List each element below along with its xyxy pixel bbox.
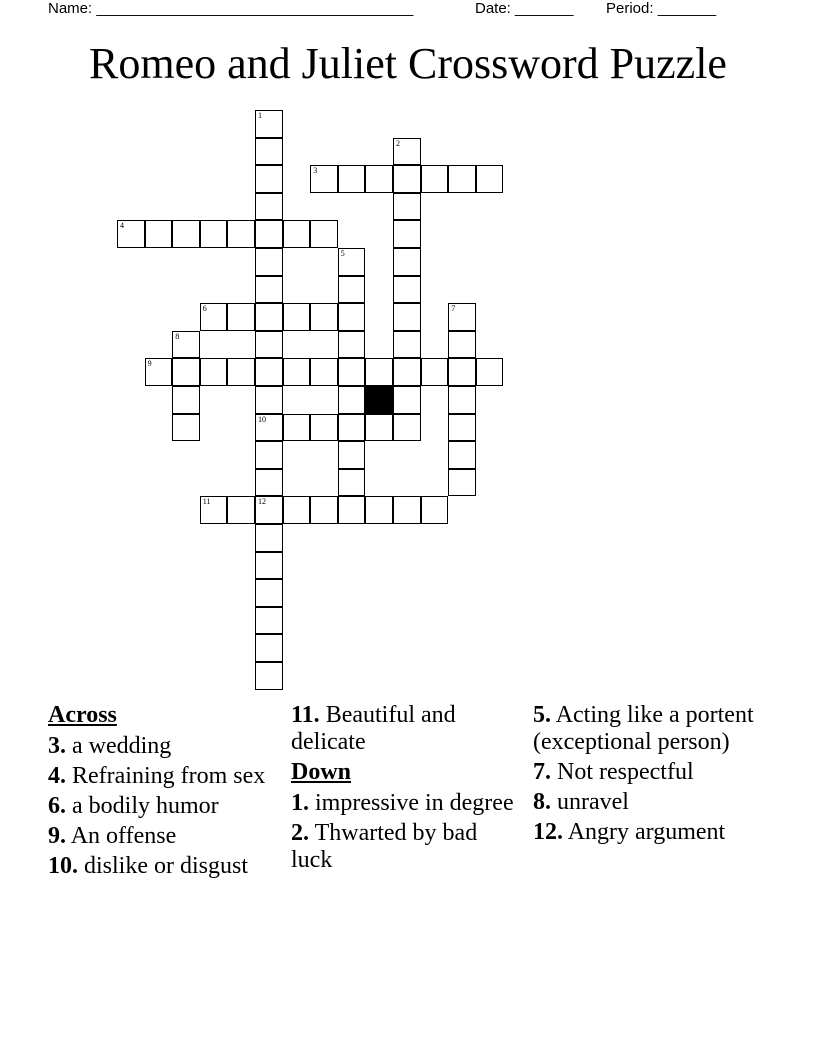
grid-cell[interactable] [338,496,366,524]
grid-cell[interactable] [255,414,283,442]
grid-cell[interactable] [365,358,393,386]
grid-cell[interactable] [283,220,311,248]
grid-cell[interactable] [255,165,283,193]
grid-cell[interactable] [283,414,311,442]
grid-cell[interactable] [255,276,283,304]
clue-number-label: 12 [258,497,266,507]
clue-text: impressive in degree [315,790,514,816]
grid-cell[interactable] [421,496,449,524]
grid-cell[interactable] [393,138,421,166]
grid-cell[interactable] [338,441,366,469]
clue-across-9 [48,823,280,850]
grid-cell[interactable] [393,496,421,524]
clue-text: Not respectful [557,759,694,785]
grid-block-cell [365,386,393,414]
period-field-label: Period: _______ [606,0,717,17]
grid-cell[interactable] [448,469,476,497]
grid-cell[interactable] [255,220,283,248]
grid-cell[interactable] [448,165,476,193]
grid-cell[interactable] [255,248,283,276]
clue-number-label: 5 [340,249,345,258]
clue-number-label: 2 [396,138,400,148]
grid-cell[interactable] [255,331,283,359]
grid-cell[interactable] [365,165,393,193]
grid-cell[interactable] [310,303,338,331]
grid-cell[interactable] [448,331,476,359]
grid-cell[interactable] [393,358,421,386]
clue-number: 7. [533,759,551,785]
clue-number-label: 10 [258,414,266,424]
clue-number: 1. [291,790,309,816]
clue-text: Acting like a portent (exceptional person) [533,702,754,755]
grid-cell[interactable] [255,303,283,331]
grid-cell[interactable] [255,469,283,497]
grid-cell[interactable] [338,248,366,276]
grid-cell[interactable] [338,358,366,386]
clue-across-6 [48,793,280,820]
grid-cell[interactable] [200,303,228,331]
page-title: Romeo and Juliet Crossword Puzzle [89,39,727,88]
grid-cell[interactable] [365,496,393,524]
grid-cell[interactable] [255,496,283,524]
grid-cell[interactable] [145,220,173,248]
grid-cell[interactable] [227,358,255,386]
grid-cell[interactable] [255,138,283,166]
grid-cell[interactable] [338,469,366,497]
grid-cell[interactable] [338,331,366,359]
grid-cell[interactable] [393,193,421,221]
clue-number: 3. [48,733,66,759]
clue-text: An offense [70,823,177,849]
clue-number: 10. [48,853,78,879]
grid-cell[interactable] [393,276,421,304]
grid-cell[interactable] [310,496,338,524]
clue-number-label: 3 [313,166,318,176]
grid-cell[interactable] [338,276,366,304]
clue-text: unravel [557,789,629,815]
name-field-label: Name: ______________________________________ [48,0,414,17]
grid-cell[interactable] [310,220,338,248]
grid-cell[interactable] [393,331,421,359]
grid-cell[interactable] [200,358,228,386]
clue-column-2 [291,702,523,877]
clue-column-3 [533,702,773,849]
clue-number-label: 11 [202,497,211,507]
clue-text: Thwarted by bad luck [291,820,478,873]
grid-cell[interactable] [172,414,200,442]
grid-cell[interactable] [255,552,283,580]
clue-across-4 [48,763,280,790]
grid-cell[interactable] [393,220,421,248]
grid-cell[interactable] [448,303,476,331]
across-heading: Across [48,702,117,728]
clue-down-12 [533,819,773,846]
grid-cell[interactable] [421,358,449,386]
clue-number-label: 1 [258,111,262,120]
grid-cell[interactable] [227,220,255,248]
grid-cell[interactable] [393,386,421,414]
grid-cell[interactable] [172,331,200,359]
grid-cell[interactable] [310,414,338,442]
clue-number: 12. [533,819,563,845]
clue-number-label: 9 [147,359,152,369]
grid-cell[interactable] [117,220,145,248]
grid-cell[interactable] [283,303,311,331]
grid-cell[interactable] [448,441,476,469]
grid-cell[interactable] [255,110,283,138]
grid-cell[interactable] [255,193,283,221]
clue-number: 2. [291,820,309,846]
grid-cell[interactable] [200,496,228,524]
grid-cell[interactable] [255,634,283,662]
grid-cell[interactable] [283,496,311,524]
grid-cell[interactable] [172,358,200,386]
grid-cell[interactable] [283,358,311,386]
clue-across-10 [48,853,280,880]
date-field-label: Date: _______ [475,0,574,17]
grid-cell[interactable] [338,303,366,331]
clue-number-label: 6 [202,304,207,314]
clue-number: 6. [48,793,66,819]
grid-cell[interactable] [310,165,338,193]
grid-cell[interactable] [421,165,449,193]
grid-cell[interactable] [255,524,283,552]
clue-down-7 [533,759,773,786]
grid-cell[interactable] [393,248,421,276]
clue-text: a wedding [72,733,172,759]
clue-text: dislike or disgust [84,853,249,879]
grid-cell[interactable] [448,358,476,386]
grid-cell[interactable] [172,386,200,414]
grid-cell[interactable] [255,662,283,690]
grid-cell[interactable] [255,579,283,607]
grid-cell[interactable] [200,220,228,248]
clue-text: Beautiful and delicate [291,702,456,755]
grid-cell[interactable] [255,441,283,469]
grid-cell[interactable] [393,165,421,193]
clue-across-3 [48,733,280,760]
clue-down-1 [291,790,523,817]
clue-number-label: 7 [451,304,456,314]
down-heading: Down [291,759,352,785]
clue-number: 11. [291,702,320,728]
clue-across-11 [291,702,523,756]
grid-cell[interactable] [255,358,283,386]
grid-cell[interactable] [393,303,421,331]
grid-cell[interactable] [255,607,283,635]
grid-cell[interactable] [227,496,255,524]
grid-cell[interactable] [448,386,476,414]
grid-cell[interactable] [476,358,504,386]
grid-cell[interactable] [255,386,283,414]
clue-number-label: 8 [175,331,180,341]
grid-cell[interactable] [393,414,421,442]
grid-cell[interactable] [310,358,338,386]
grid-cell[interactable] [227,303,255,331]
clue-column-1 [48,702,280,883]
grid-cell[interactable] [338,386,366,414]
clue-number: 5. [533,702,551,728]
clue-down-2 [291,820,523,874]
clue-number-label: 4 [120,221,124,231]
clue-text: Refraining from sex [72,763,266,789]
grid-cell[interactable] [365,414,393,442]
clue-number: 8. [533,789,551,815]
clue-text: Angry argument [567,819,726,845]
clue-down-5 [533,702,773,756]
clue-down-8 [533,789,773,816]
grid-cell[interactable] [145,358,173,386]
clue-number: 4. [48,763,66,789]
grid-cell[interactable] [448,414,476,442]
grid-cell[interactable] [172,220,200,248]
grid-cell[interactable] [338,165,366,193]
grid-cell[interactable] [476,165,504,193]
grid-cell[interactable] [338,414,366,442]
clue-text: a bodily humor [72,793,219,819]
clue-number: 9. [48,823,66,849]
